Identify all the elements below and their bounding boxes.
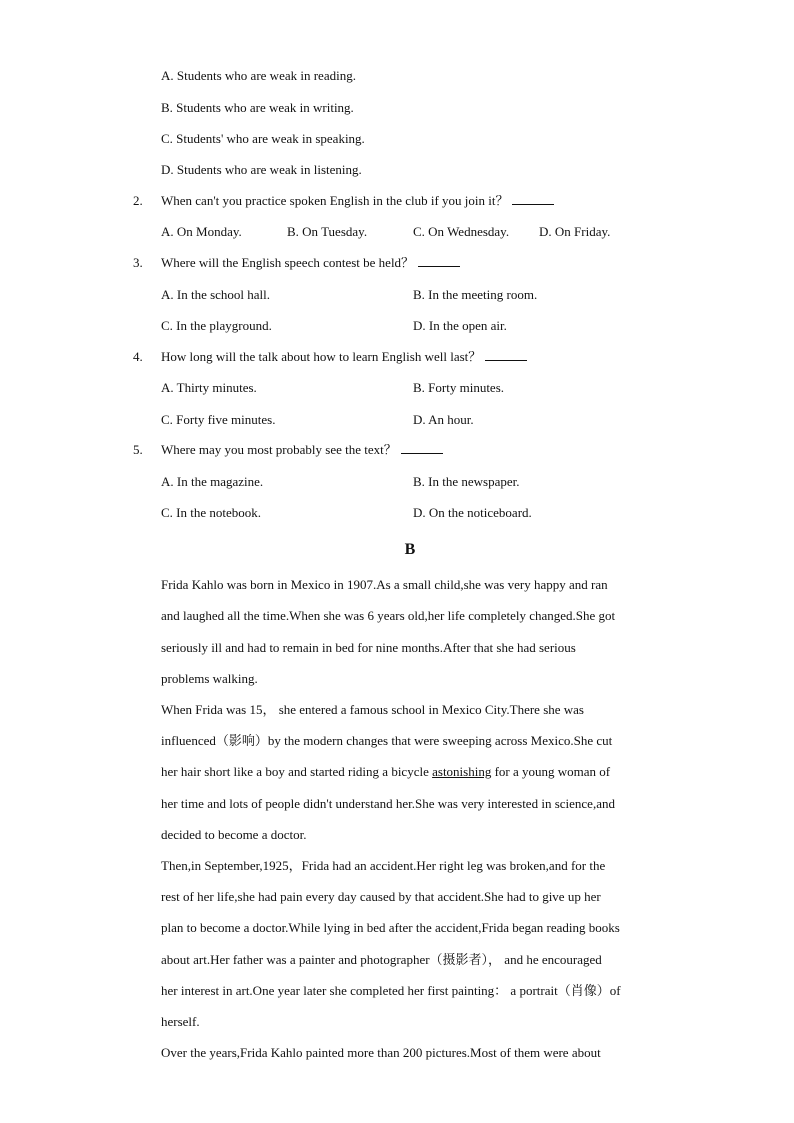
passage-line: When Frida was 15， she entered a famous school in Mexico City.There she was [161,702,584,717]
passage-text: her hair short like a boy and started riding a bicycle [161,764,433,779]
q4-option-a: A. Thirty minutes. [161,380,257,395]
section-heading: B [404,541,416,558]
question-number: 4. [133,349,143,364]
answer-blank [401,441,443,454]
question-number: 3. [133,255,143,270]
question-2-stem [161,192,554,210]
q5-option-b: B. In the newspaper. [413,474,520,489]
passage-text: for a young woman of [491,764,611,779]
underlined-word: astonishing [432,764,492,779]
question-5-stem [161,441,443,459]
q5-option-a: A. In the magazine. [161,474,264,489]
q3-option-c: C. In the playground. [161,318,272,333]
passage-line [161,763,610,781]
q2-option-b: B. On Tuesday. [287,224,368,239]
passage-line: and laughed all the time.When she was 6 years old,her life completely changed.She got [161,608,616,623]
passage-line: her time and lots of people didn't understand her.She was very interested in science,and [161,796,615,811]
question-text: Where may you most probably see the text？ [161,442,397,457]
passage-line: decided to become a doctor. [161,827,307,842]
passage-line: seriously ill and had to remain in bed for nine months.After that she had serious [161,640,576,655]
passage-line: Then,in September,1925，Frida had an accident.Her right leg was broken,and for the [161,858,606,873]
answer-blank [512,192,554,205]
passage-line: herself. [161,1014,200,1029]
passage-line: plan to become a doctor.While lying in bed after the accident,Frida began reading books [161,920,620,935]
passage-line: Frida Kahlo was born in Mexico in 1907.As a small child,she was very happy and ran [161,577,608,592]
question-4-stem [161,348,527,366]
q1-option-b: B. Students who are weak in writing. [161,100,354,115]
q5-option-c: C. In the notebook. [161,505,262,520]
q1-option-c: C. Students' who are weak in speaking. [161,131,365,146]
q2-option-c: C. On Wednesday. [413,224,510,239]
q3-option-b: B. In the meeting room. [413,287,538,302]
q1-option-a: A. Students who are weak in reading. [161,68,356,83]
answer-blank [485,348,527,361]
q1-option-d: D. Students who are weak in listening. [161,162,362,177]
passage-line: problems walking. [161,671,258,686]
q2-option-a: A. On Monday. [161,224,242,239]
question-3-stem [161,254,460,272]
q5-option-d: D. On the noticeboard. [413,505,532,520]
passage-line: rest of her life,she had pain every day caused by that accident.She had to give up her [161,889,601,904]
passage-line: her interest in art.One year later she completed her first painting： a portrait（肖像）of [161,983,621,998]
question-text: When can't you practice spoken English in the club if you join it？ [161,193,509,208]
question-text: How long will the talk about how to learn English well last？ [161,349,482,364]
q4-option-b: B. Forty minutes. [413,380,505,395]
q2-option-d: D. On Friday. [539,224,611,239]
passage-line: about art.Her father was a painter and photographer（摄影者）， and he encouraged [161,952,602,967]
answer-blank [418,254,460,267]
passage-line: Over the years,Frida Kahlo painted more than 200 pictures.Most of them were about [161,1045,601,1060]
q4-option-c: C. Forty five minutes. [161,412,276,427]
q4-option-d: D. An hour. [413,412,474,427]
passage-line: influenced（影响）by the modern changes that were sweeping across Mexico.She cut [161,733,613,748]
question-text: Where will the English speech contest be held？ [161,255,415,270]
q3-option-d: D. In the open air. [413,318,507,333]
question-number: 2. [133,193,143,208]
question-number: 5. [133,442,143,457]
q3-option-a: A. In the school hall. [161,287,271,302]
